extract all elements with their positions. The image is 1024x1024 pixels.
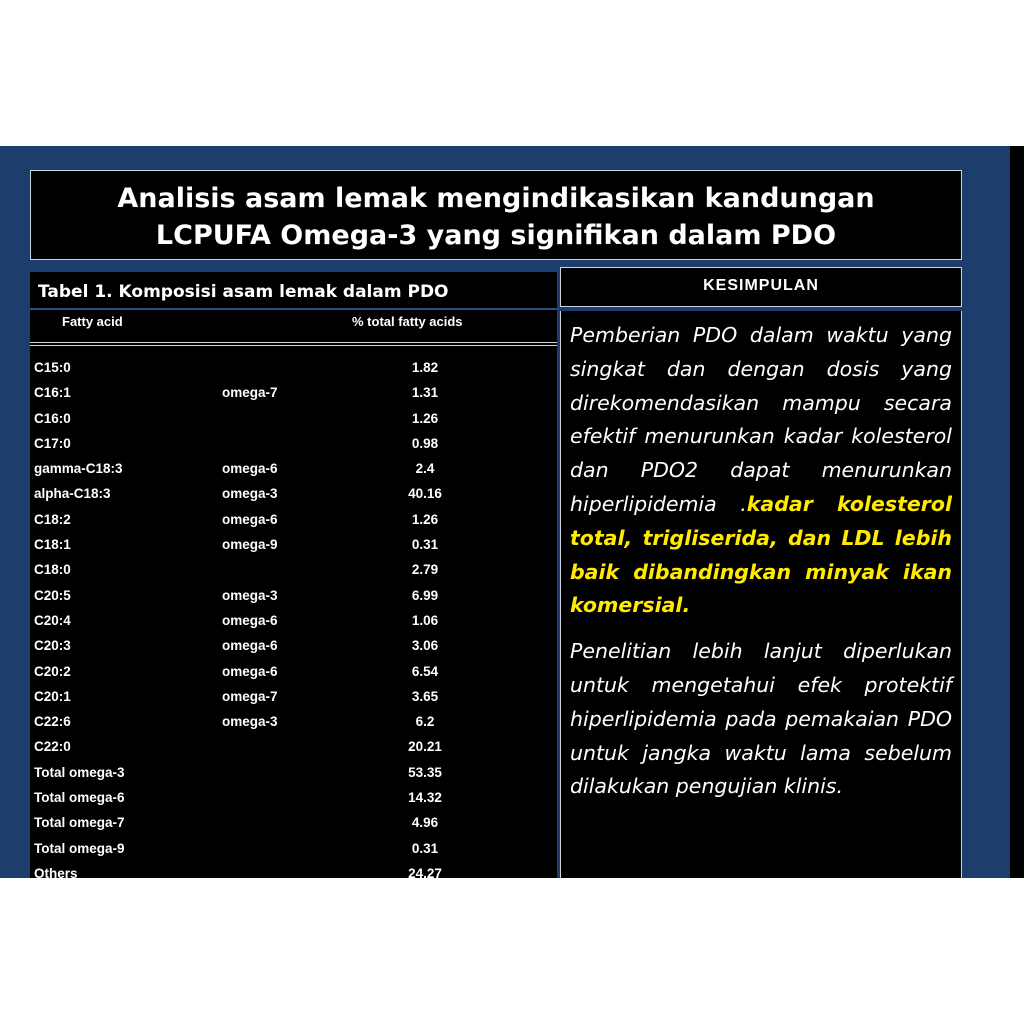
fatty-acid-name: C22:6: [34, 714, 71, 730]
table-row: [30, 837, 557, 862]
fatty-acid-name: C15:0: [34, 360, 71, 375]
percent-value: 6.99: [411, 587, 439, 603]
fatty-acid-name: C20:5: [34, 587, 71, 603]
column-header-percent: % total fatty acids: [352, 314, 463, 329]
table-row: [30, 508, 557, 533]
table-row: [30, 356, 557, 381]
percent-value: 14.32: [408, 790, 442, 806]
table-body: [30, 356, 557, 878]
omega-class: omega-3: [222, 486, 278, 502]
table-row: [30, 482, 557, 507]
table-row: [30, 432, 557, 457]
table-row: [30, 457, 557, 482]
fatty-acid-name: gamma-C18:3: [34, 461, 123, 477]
slide-title: [30, 170, 962, 260]
percent-value: 40.16: [408, 486, 442, 502]
slide: [0, 146, 1010, 878]
percent-value: 4.96: [411, 815, 439, 831]
percent-value: 3.06: [411, 638, 439, 654]
percent-value: 53.35: [408, 764, 442, 780]
fatty-acid-name: C18:0: [34, 562, 71, 578]
percent-value: 2.4: [415, 461, 435, 477]
table-row: [30, 811, 557, 836]
percent-value: 6.2: [415, 714, 435, 730]
conclusion-body: [560, 311, 962, 878]
omega-class: omega-7: [222, 385, 278, 401]
percent-value: 1.26: [411, 410, 439, 426]
fatty-acid-table: [30, 272, 557, 878]
percent-value: 20.21: [408, 739, 442, 755]
table-row: [30, 685, 557, 710]
fatty-acid-name: C20:1: [34, 688, 71, 704]
conclusion-paragraph-2: Penelitian lebih lanjut diperlukan untuk mengetahui efek protektif hiperlipidemia pada pemakaian PDO untuk jangka waktu lama sebelum dilakukan pengujian klinis.: [570, 639, 952, 799]
fatty-acid-name: Total omega-7: [34, 815, 125, 831]
table-row: [30, 634, 557, 659]
percent-value: 24.27: [408, 865, 442, 878]
percent-value: 0.98: [411, 435, 439, 451]
right-edge-strip: [1010, 146, 1024, 878]
omega-class: omega-6: [222, 663, 278, 679]
conclusion-header: KESIMPULAN: [560, 267, 962, 307]
fatty-acid-name: C22:0: [34, 739, 71, 755]
omega-class: omega-6: [222, 511, 278, 527]
table-caption: Tabel 1. Komposisi asam lemak dalam PDO: [38, 282, 449, 302]
table-row: [30, 862, 557, 878]
fatty-acid-name: Total omega-9: [34, 840, 125, 856]
omega-class: omega-6: [222, 638, 278, 654]
table-row: [30, 533, 557, 558]
fatty-acid-name: Others: [34, 865, 78, 878]
fatty-acid-name: C20:4: [34, 612, 71, 628]
omega-class: omega-3: [222, 714, 278, 730]
fatty-acid-name: C20:2: [34, 663, 71, 679]
caption-divider: [30, 308, 557, 310]
table-row: [30, 761, 557, 786]
fatty-acid-name: Total omega-3: [34, 764, 125, 780]
fatty-acid-name: C20:3: [34, 638, 71, 654]
percent-value: 0.31: [411, 840, 439, 856]
percent-value: 6.54: [411, 663, 439, 679]
table-row: [30, 735, 557, 760]
fatty-acid-name: C18:2: [34, 511, 71, 527]
header-divider-bottom: [30, 345, 557, 346]
table-row: [30, 710, 557, 735]
fatty-acid-name: alpha-C18:3: [34, 486, 111, 502]
percent-value: 1.82: [411, 360, 439, 375]
conclusion-text: Pemberian PDO dalam waktu yang singkat dan dengan dosis yang direkomendasikan mampu secara efektif menurunkan kadar kolesterol dan PDO2 dapat menurunkan hiperlipidemia .: [570, 323, 952, 516]
fatty-acid-name: C16:0: [34, 410, 71, 426]
table-row: [30, 584, 557, 609]
table-row: [30, 786, 557, 811]
conclusion-paragraph-1: [570, 319, 952, 623]
percent-value: 3.65: [411, 688, 439, 704]
table-row: [30, 381, 557, 406]
table-row: [30, 609, 557, 634]
omega-class: omega-6: [222, 612, 278, 628]
table-row: [30, 407, 557, 432]
conclusion-highlight: kadar kolesterol total, trigliserida, dan LDL lebih baik dibandingkan minyak ikan komersial.: [570, 491, 952, 618]
omega-class: omega-7: [222, 688, 278, 704]
table-row: [30, 660, 557, 685]
column-header-fatty-acid: Fatty acid: [62, 314, 123, 329]
omega-class: omega-3: [222, 587, 278, 603]
table-row: [30, 558, 557, 583]
percent-value: 2.79: [411, 562, 439, 578]
percent-value: 1.26: [411, 511, 439, 527]
title-line-2: LCPUFA Omega-3 yang signifikan dalam PDO: [155, 220, 837, 251]
fatty-acid-name: C18:1: [34, 537, 71, 553]
fatty-acid-name: C16:1: [34, 385, 71, 401]
omega-class: omega-6: [222, 461, 278, 477]
title-line-1: Analisis asam lemak mengindikasikan kandungan: [117, 183, 875, 214]
percent-value: 1.06: [411, 612, 439, 628]
fatty-acid-name: Total omega-6: [34, 790, 125, 806]
header-divider-top: [30, 342, 557, 343]
percent-value: 1.31: [411, 385, 439, 401]
omega-class: omega-9: [222, 537, 278, 553]
fatty-acid-name: C17:0: [34, 435, 71, 451]
percent-value: 0.31: [411, 537, 439, 553]
